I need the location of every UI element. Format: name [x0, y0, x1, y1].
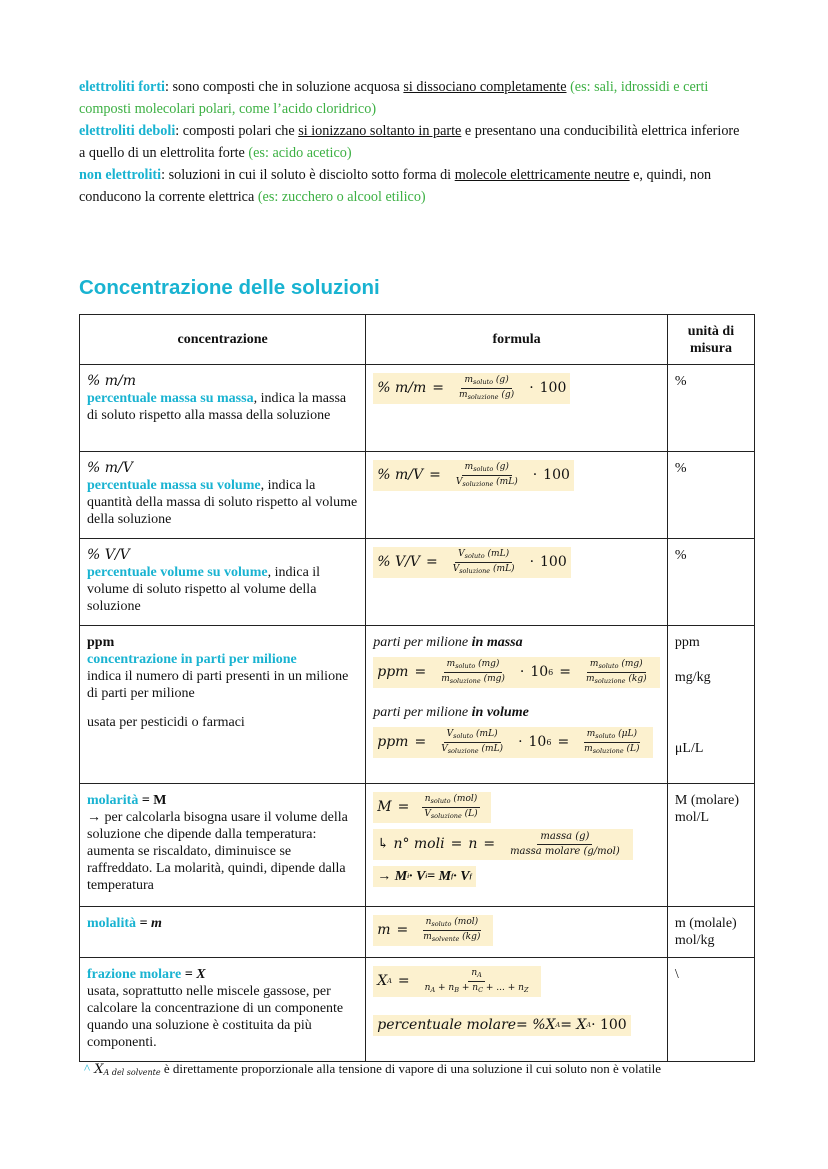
text: = M: [427, 869, 452, 884]
footnote: [84, 1061, 784, 1077]
text: e presentano una conducibilità elettrica inferiore a quello di un elettrolita forte: [79, 123, 740, 161]
cell-formula: [366, 784, 668, 907]
table-row: [80, 907, 755, 958]
cell-unit: [667, 626, 754, 784]
header-unita: unità di misura: [667, 315, 754, 365]
equals: =: [425, 554, 438, 570]
unit-molare: M (molare): [674, 793, 740, 808]
lhs: X: [377, 973, 388, 989]
sub: soluto: [455, 662, 476, 670]
unit: (mL): [484, 549, 510, 559]
denominator: massa molare (g/mol): [510, 846, 620, 857]
concentration-table: [79, 314, 755, 1062]
sub: C: [478, 986, 484, 994]
sub: A: [586, 1021, 592, 1029]
var: V: [452, 564, 460, 574]
underlined-text: si dissociano completamente: [403, 79, 567, 95]
header-concentrazione: concentrazione: [80, 315, 366, 365]
var: m: [586, 674, 595, 684]
numerator: [462, 462, 512, 476]
keyword: percentuale massa su volume: [87, 478, 261, 493]
unit: (mol): [450, 794, 478, 804]
equals: =: [414, 664, 427, 680]
unit-molkg: mol/kg: [674, 933, 715, 948]
numerator: [444, 659, 503, 673]
unit: (mg): [618, 659, 643, 669]
formula: [373, 460, 574, 491]
unit: (mL): [493, 477, 518, 487]
formula-moles: [373, 829, 633, 860]
keyword: concentrazione in parti per milione: [87, 652, 297, 667]
cell-unit: %: [667, 539, 754, 626]
text: : soluzioni in cui il soluto è disciolto sotto forma di: [161, 167, 455, 183]
fraction: [438, 729, 506, 756]
unit: (mL): [473, 729, 498, 739]
description: , indica la massa di soluto rispetto alla massa della soluzione: [87, 391, 347, 423]
var: V: [458, 549, 465, 559]
unit: (L): [461, 809, 478, 819]
cell-concentration: [80, 907, 366, 958]
fraction: [422, 968, 532, 995]
arrow-icon: ↳: [377, 836, 389, 852]
lhs: n° moli: [393, 836, 445, 852]
numerator: [455, 549, 512, 563]
keyword: percentuale massa su massa: [87, 391, 254, 406]
numerator: [584, 729, 640, 743]
label-bold: in massa: [471, 635, 523, 650]
sub: soluzione: [462, 480, 494, 488]
text: · 100: [591, 1017, 627, 1033]
section-title: Concentrazione delle soluzioni: [79, 276, 380, 299]
cell-concentration: [80, 452, 366, 539]
sub: soluto: [598, 662, 619, 670]
unit: (mL): [478, 744, 504, 754]
denominator: [583, 673, 650, 686]
cell-formula: [366, 958, 668, 1062]
footnote-symbol: X: [90, 1062, 104, 1077]
cell-unit: %: [667, 365, 754, 452]
numerator: [461, 375, 511, 389]
formula-dilution: [373, 866, 476, 887]
var: n: [425, 917, 432, 927]
unit-mgkg: mg/kg: [674, 670, 711, 685]
var: m: [464, 462, 474, 472]
times: ·: [529, 554, 535, 570]
unit: (g): [493, 375, 509, 385]
equals: =: [397, 973, 410, 989]
cell-concentration: [80, 539, 366, 626]
sub: soluto: [464, 552, 485, 560]
cell-formula: [366, 907, 668, 958]
unit: (mL): [490, 564, 515, 574]
footnote-text: è direttamente proporzionale alla tensione di vapore di una soluzione il cui soluto non è volatile: [160, 1061, 661, 1076]
term: elettroliti forti: [79, 79, 165, 95]
text: = %X: [516, 1017, 556, 1033]
var: V: [424, 809, 431, 819]
fraction: [581, 729, 642, 756]
times: ·: [529, 380, 534, 396]
factor: 100: [543, 467, 570, 483]
times: ·: [518, 734, 523, 750]
cell-concentration: [80, 365, 366, 452]
lhs: ppm: [377, 734, 409, 750]
label-volume: [373, 704, 660, 721]
numerator: [587, 659, 646, 673]
fraction: [450, 549, 518, 576]
fraction: [583, 659, 650, 686]
unit: (g): [498, 390, 515, 400]
text: · V: [409, 869, 426, 884]
symbol: = m: [136, 916, 162, 931]
sub: soluzione: [430, 812, 462, 820]
footnote-sub: A del solvente: [103, 1068, 161, 1077]
sub: solvente: [431, 935, 460, 943]
cell-concentration: [80, 958, 366, 1062]
var: m: [464, 375, 474, 385]
example: (es: zucchero o alcool etilico): [257, 189, 426, 205]
var: n: [468, 836, 478, 852]
equals: =: [450, 836, 463, 852]
lhs: % m/m: [377, 380, 427, 396]
description: usata, soprattutto nelle miscele gassose, per calcolare la concentrazione di un componente quando una soluzione è costituita da più componenti.: [87, 984, 344, 1050]
equals: =: [483, 836, 496, 852]
var: V: [455, 477, 463, 487]
symbol: ppm: [87, 635, 115, 650]
formula: [373, 547, 571, 578]
denominator: [438, 673, 508, 686]
fraction: [456, 375, 517, 402]
equals: =: [557, 734, 570, 750]
description: indica il numero di parti presenti in un milione di parti per milione: [87, 669, 349, 701]
sub: Z: [523, 986, 529, 994]
symbol: % V/V: [87, 547, 130, 563]
denominator: [581, 743, 642, 756]
unit: (mol): [451, 917, 479, 927]
formula-massa: [373, 657, 659, 688]
var: m: [584, 744, 593, 754]
sub: soluto: [473, 378, 494, 386]
numerator: [422, 794, 481, 808]
keyword: molalità: [87, 916, 136, 931]
table-row: [80, 626, 755, 784]
table-row: [80, 539, 755, 626]
label: parti per milione: [373, 635, 472, 650]
sub: soluto: [430, 797, 451, 805]
unit: (g): [493, 462, 509, 472]
label-massa: [373, 634, 660, 651]
numerator: [444, 729, 501, 743]
fraction: [453, 462, 521, 489]
var: m: [441, 674, 450, 684]
unit-ppm: ppm: [674, 635, 700, 650]
sub: B: [454, 986, 459, 994]
symbol: % m/m: [87, 373, 137, 389]
sub: soluzione: [447, 747, 479, 755]
var: m: [446, 659, 456, 669]
sub: f: [469, 873, 472, 880]
var: n: [471, 968, 478, 978]
text: e, quindi, non conducono la corrente elettrica: [79, 167, 712, 205]
sub: soluto: [595, 732, 616, 740]
cell-concentration: [80, 784, 366, 907]
sub: i: [407, 873, 410, 880]
power-base: 10: [530, 664, 549, 680]
var: V: [441, 744, 448, 754]
cell-concentration: [80, 626, 366, 784]
equals: =: [432, 380, 445, 396]
times: ·: [532, 467, 538, 483]
underlined-text: molecole elettricamente neutre: [454, 167, 630, 183]
cell-formula: [366, 452, 668, 539]
table-row: [80, 452, 755, 539]
sub: soluto: [431, 920, 452, 928]
fraction: [420, 917, 483, 944]
text: · V: [453, 869, 470, 884]
denominator: [450, 563, 518, 576]
var: m: [586, 729, 596, 739]
fraction: [421, 794, 480, 821]
unit: (μL): [615, 729, 638, 739]
denominator: [422, 982, 532, 995]
symbol: = X: [181, 967, 206, 982]
text: + n: [459, 983, 479, 993]
header-formula: formula: [366, 315, 668, 365]
var: n: [424, 983, 431, 993]
lhs: ppm: [377, 664, 409, 680]
unit-molale: m (molale): [674, 916, 737, 931]
formula-molarity: [373, 792, 490, 823]
times: ·: [519, 664, 525, 680]
denominator: [456, 389, 517, 402]
sub: soluzione: [592, 747, 624, 755]
sub: soluzione: [594, 677, 626, 685]
text: + n: [435, 983, 455, 993]
sub: f: [451, 873, 454, 880]
numerator: massa (g): [537, 831, 592, 845]
var: m: [589, 659, 599, 669]
var: n: [424, 794, 431, 804]
cell-unit: \: [667, 958, 754, 1062]
underlined-text: si ionizzano soltanto in parte: [298, 123, 462, 139]
equals: =: [396, 922, 409, 938]
numerator: [423, 917, 482, 931]
equals: =: [414, 734, 427, 750]
unit: (kg): [625, 674, 647, 684]
factor: 100: [540, 554, 567, 570]
keyword: molarità: [87, 793, 139, 808]
sub: A: [555, 1021, 561, 1029]
definition-non: [79, 164, 749, 208]
unit-ulL: μL/L: [674, 741, 704, 756]
text: = X: [560, 1017, 587, 1033]
spacer: [373, 688, 660, 704]
term: elettroliti deboli: [79, 123, 176, 139]
description: , indica la quantità della massa di soluto rispetto al volume della soluzione: [87, 478, 358, 527]
caret-icon: ^: [84, 1061, 91, 1076]
numerator: [468, 968, 485, 982]
sub: A: [477, 971, 482, 979]
symbol: = M: [138, 793, 167, 808]
cell-formula: [366, 365, 668, 452]
cell-unit: [667, 784, 754, 907]
sub: A: [387, 977, 392, 985]
formula-fraction: [373, 966, 541, 997]
cell-formula: [366, 626, 668, 784]
cell-unit: [667, 907, 754, 958]
lhs: % m/V: [377, 467, 424, 483]
header-row: [80, 315, 755, 365]
cell-formula: [366, 539, 668, 626]
unit: (L): [623, 744, 640, 754]
fraction: [438, 659, 508, 686]
unit: (mg): [480, 674, 505, 684]
equals: =: [559, 664, 571, 680]
denominator: [421, 808, 480, 821]
example: (es: acido acetico): [248, 145, 352, 161]
unit-moll: mol/L: [674, 810, 710, 825]
intro-definitions: [79, 76, 749, 208]
table-row: [80, 958, 755, 1062]
text: : composti polari che: [175, 123, 299, 139]
note: usata per pesticidi o farmaci: [87, 715, 245, 730]
spacer: [87, 702, 358, 714]
definition-deboli: [79, 120, 749, 164]
text: + ... + n: [483, 983, 524, 993]
lhs: m: [377, 922, 391, 938]
term: non elettroliti: [79, 167, 162, 183]
example: (es: sali, idrossidi e certi composti molecolari polari, come l’acido cloridrico): [79, 79, 709, 117]
table-row: [80, 365, 755, 452]
lhs: % V/V: [377, 554, 420, 570]
sub: soluzione: [467, 393, 499, 401]
power-exp: 6: [548, 668, 554, 677]
label-bold: in volume: [471, 705, 529, 720]
denominator: [453, 476, 521, 489]
sub: A: [430, 986, 436, 994]
table-row: [80, 784, 755, 907]
formula: [373, 373, 570, 404]
denominator: [438, 743, 506, 756]
definition-forti: [79, 76, 749, 120]
equals: =: [397, 799, 410, 815]
sub: soluto: [453, 732, 474, 740]
keyword: frazione molare: [87, 967, 182, 982]
sub: soluzione: [459, 567, 491, 575]
lhs: percentuale molare: [377, 1017, 517, 1033]
formula-percent-molar: [373, 1015, 630, 1036]
cell-unit: %: [667, 452, 754, 539]
var: m: [459, 390, 468, 400]
denominator: [420, 931, 483, 944]
sub: soluzione: [449, 677, 481, 685]
var: m: [423, 932, 432, 942]
label: parti per milione: [373, 705, 472, 720]
sub: i: [425, 873, 428, 880]
power-exp: 6: [546, 738, 552, 747]
spacer: [373, 997, 660, 1015]
factor: 100: [539, 380, 567, 396]
description: , indica il volume di soluto rispetto al volume della soluzione: [87, 565, 321, 614]
keyword: percentuale volume su volume: [87, 565, 268, 580]
lhs: M: [377, 799, 392, 815]
unit: (kg): [459, 932, 481, 942]
symbol: % m/V: [87, 460, 133, 476]
fraction: [507, 831, 623, 858]
text: → M: [377, 869, 408, 884]
formula-molality: [373, 915, 493, 946]
description: → per calcolarla bisogna usare il volume della soluzione che dipende dalla temperatura: aumenta se riscaldato, diminuisce se raffreddato. La molarità, quindi, dipende dalla temperatura: [87, 810, 348, 893]
var: V: [446, 729, 454, 739]
equals: =: [429, 467, 441, 483]
formula-volume: [373, 727, 652, 758]
unit: (mg): [475, 659, 500, 669]
power-base: 10: [528, 734, 547, 750]
text: : sono composti che in soluzione acquosa: [165, 79, 404, 95]
sub: soluto: [473, 465, 494, 473]
